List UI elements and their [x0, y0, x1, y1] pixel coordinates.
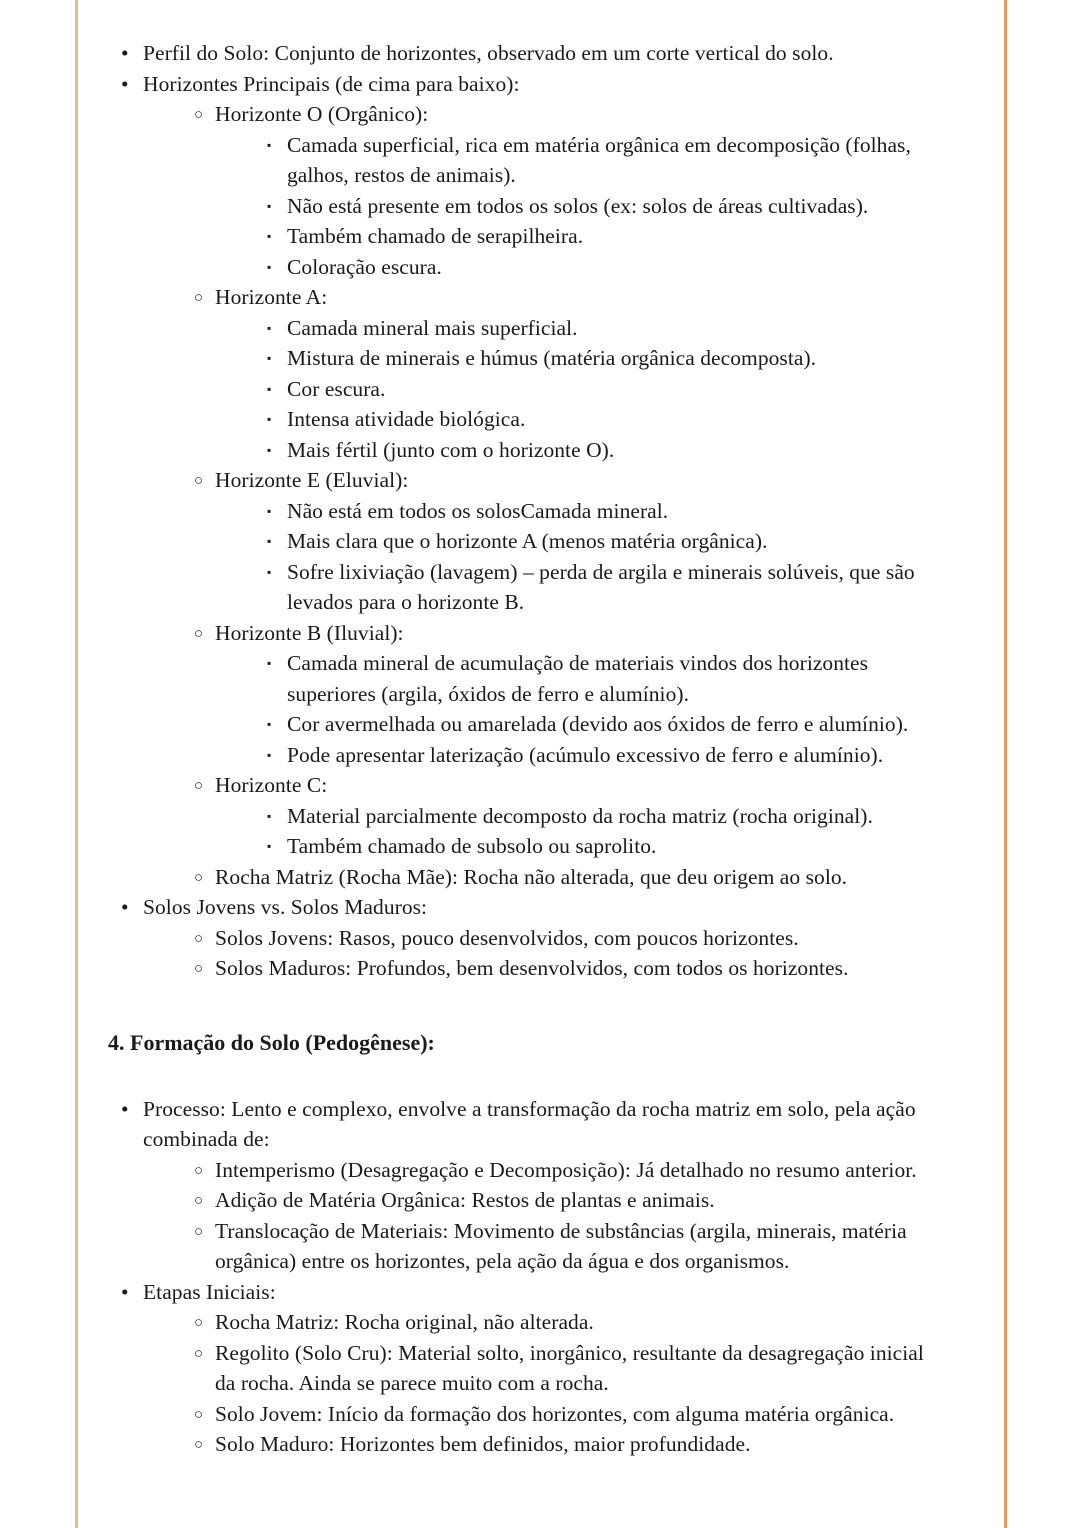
outline-list-level3	[215, 496, 948, 618]
bullet-square-icon: ▪	[267, 259, 272, 274]
list-item-text: Coloração escura.	[287, 254, 442, 279]
list-item-text: Solo Jovem: Início da formação dos horizontes, com alguma matéria orgânica.	[215, 1401, 895, 1426]
list-item	[180, 1338, 948, 1399]
bullet-square-icon: ▪	[267, 717, 272, 731]
outline-list-level1-section4	[108, 1094, 948, 1460]
list-item-text: Horizonte E (Eluvial):	[215, 468, 409, 492]
list-item-text: Intensa atividade biológica.	[287, 407, 526, 431]
right-margin-rule	[1004, 0, 1007, 1528]
bullet-square-icon: ▪	[267, 412, 272, 426]
list-item	[180, 618, 948, 771]
list-item-text: Rocha Matriz (Rocha Mãe): Rocha não alterada, que deu origem ao solo.	[215, 864, 848, 889]
bullet-disc-icon: •	[121, 41, 129, 65]
list-item	[180, 465, 948, 618]
list-item	[180, 1216, 948, 1277]
bullet-square-icon: ▪	[267, 137, 272, 152]
list-item-text: Material parcialmente decomposto da rocha matriz (rocha original).	[287, 803, 873, 828]
list-item	[180, 1155, 948, 1186]
list-item-text: Camada mineral de acumulação de materiais vindos dos horizontes superiores (argila, óxidos de ferro e alumínio).	[287, 651, 869, 706]
bullet-circle-icon: ○	[194, 1162, 204, 1179]
list-item	[180, 1185, 948, 1216]
list-item-text: Pode apresentar laterização (acúmulo excessivo de ferro e alumínio).	[287, 742, 884, 767]
list-item-text: Intemperismo (Desagregação e Decomposição): Já detalhado no resumo anterior.	[215, 1157, 917, 1182]
bullet-circle-icon: ○	[194, 869, 204, 886]
list-item-text: Não está em todos os solosCamada mineral.	[287, 498, 669, 523]
bullet-circle-icon: ○	[194, 961, 204, 977]
list-item-text: Horizonte C:	[215, 773, 328, 797]
bullet-circle-icon: ○	[194, 1315, 204, 1331]
list-item-text: Horizonte O (Orgânico):	[215, 102, 429, 126]
list-item-text: Também chamado de serapilheira.	[287, 224, 584, 248]
document-content	[108, 38, 948, 1460]
list-item	[108, 38, 948, 69]
list-item-text: Solo Maduro: Horizontes bem definidos, maior profundidade.	[215, 1432, 751, 1456]
list-item-text: Também chamado de subsolo ou saprolito.	[287, 834, 657, 858]
list-item-text: Perfil do Solo: Conjunto de horizontes, observado em um corte vertical do solo.	[143, 41, 834, 65]
list-item	[180, 953, 948, 984]
bullet-circle-icon: ○	[194, 1406, 204, 1423]
bullet-square-icon: ▪	[267, 381, 272, 396]
bullet-square-icon: ▪	[267, 656, 272, 670]
bullet-square-icon: ▪	[267, 442, 272, 457]
list-item-text: Solos Maduros: Profundos, bem desenvolvidos, com todos os horizontes.	[215, 956, 849, 980]
bullet-square-icon: ▪	[267, 534, 272, 548]
list-item	[253, 740, 948, 771]
bullet-square-icon: ▪	[267, 564, 272, 579]
bullet-circle-icon: ○	[194, 1345, 204, 1362]
bullet-circle-icon: ○	[194, 290, 204, 306]
list-item-text: Camada superficial, rica em matéria orgânica em decomposição (folhas, galhos, restos de animais).	[287, 132, 911, 187]
list-item-text: Rocha Matriz: Rocha original, não alterada.	[215, 1310, 594, 1334]
bullet-disc-icon: •	[121, 895, 129, 919]
list-item-text: Solos Jovens: Rasos, pouco desenvolvidos, com poucos horizontes.	[215, 925, 799, 950]
bullet-square-icon: ▪	[267, 839, 272, 853]
bullet-circle-icon: ○	[194, 625, 204, 642]
list-item	[180, 923, 948, 954]
section-heading-4: 4. Formação do Solo (Pedogênese):	[108, 1029, 435, 1055]
list-item-text: Horizonte A:	[215, 285, 328, 309]
list-item	[253, 374, 948, 405]
list-item	[253, 709, 948, 740]
list-item-text: Processo: Lento e complexo, envolve a transformação da rocha matriz em solo, pela ação combinada de:	[143, 1096, 916, 1151]
bullet-disc-icon: •	[121, 71, 129, 96]
outline-list-level3	[215, 801, 948, 862]
bullet-square-icon: ▪	[267, 351, 272, 365]
list-item-text: Translocação de Materiais: Movimento de substâncias (argila, minerais, matéria orgânica) entre os horizontes, pela ação da água e dos organismos.	[215, 1218, 907, 1273]
list-item	[253, 313, 948, 344]
bullet-square-icon: ▪	[267, 198, 272, 213]
list-item	[180, 99, 948, 282]
list-item	[108, 1277, 948, 1460]
list-item	[108, 69, 948, 893]
bullet-square-icon: ▪	[267, 229, 272, 243]
list-item	[108, 892, 948, 984]
outline-list-level1	[108, 38, 948, 984]
bullet-square-icon: ▪	[267, 320, 272, 335]
list-item-text: Cor escura.	[287, 376, 386, 401]
bullet-circle-icon: ○	[194, 778, 204, 794]
outline-list-level2	[143, 923, 948, 984]
list-item	[253, 557, 948, 618]
bullet-square-icon: ▪	[267, 747, 272, 762]
list-item	[180, 282, 948, 465]
outline-list-level2	[143, 1307, 948, 1460]
outline-list-level2	[143, 99, 948, 892]
list-item	[253, 221, 948, 252]
left-margin-rule	[75, 0, 78, 1528]
list-item-text: Mais clara que o horizonte A (menos matéria orgânica).	[287, 529, 768, 553]
bullet-disc-icon: •	[121, 1096, 129, 1121]
list-item-text: Regolito (Solo Cru): Material solto, inorgânico, resultante da desagregação inicial da rocha. Ainda se parece muito com a rocha.	[215, 1340, 924, 1395]
bullet-disc-icon: •	[121, 1279, 129, 1304]
list-item-text: Cor avermelhada ou amarelada (devido aos óxidos de ferro e alumínio).	[287, 712, 909, 736]
list-item	[253, 801, 948, 832]
bullet-square-icon: ▪	[267, 808, 272, 823]
list-item	[253, 130, 948, 191]
bullet-circle-icon: ○	[194, 930, 204, 947]
list-item	[253, 526, 948, 557]
list-item	[253, 404, 948, 435]
outline-list-level3	[215, 130, 948, 283]
list-item	[253, 343, 948, 374]
list-item-text: Camada mineral mais superficial.	[287, 315, 578, 340]
list-item-text: Solos Jovens vs. Solos Maduros:	[143, 895, 428, 919]
list-item-text: Etapas Iniciais:	[143, 1279, 276, 1304]
list-item-text: Mais fértil (junto com o horizonte O).	[287, 437, 615, 462]
list-item	[180, 770, 948, 862]
list-item-text: Horizonte B (Iluvial):	[215, 620, 404, 645]
bullet-circle-icon: ○	[194, 473, 204, 489]
spacer	[108, 984, 948, 1028]
list-item	[180, 1429, 948, 1460]
bullet-circle-icon: ○	[194, 1437, 204, 1453]
list-item-text: Sofre lixiviação (lavagem) – perda de argila e minerais solúveis, que são levados para o horizonte B.	[287, 559, 915, 614]
list-item	[180, 1399, 948, 1430]
list-item-text: Mistura de minerais e húmus (matéria orgânica decomposta).	[287, 346, 817, 370]
list-item	[180, 1307, 948, 1338]
list-item	[253, 191, 948, 222]
bullet-circle-icon: ○	[194, 107, 204, 123]
list-item-text: Não está presente em todos os solos (ex: solos de áreas cultivadas).	[287, 193, 869, 218]
list-item	[253, 435, 948, 466]
outline-list-level3	[215, 648, 948, 770]
bullet-square-icon: ▪	[267, 503, 272, 518]
list-item	[253, 496, 948, 527]
list-item	[108, 1094, 948, 1277]
list-item	[253, 648, 948, 709]
list-item-text: Horizontes Principais (de cima para baixo):	[143, 71, 520, 96]
list-item	[253, 252, 948, 283]
outline-list-level3	[215, 313, 948, 466]
spacer	[108, 1058, 948, 1094]
list-item	[180, 862, 948, 893]
list-item-text: Adição de Matéria Orgânica: Restos de plantas e animais.	[215, 1188, 715, 1212]
bullet-circle-icon: ○	[194, 1193, 204, 1209]
outline-list-level2	[143, 1155, 948, 1277]
bullet-circle-icon: ○	[194, 1223, 204, 1240]
list-item	[253, 831, 948, 862]
